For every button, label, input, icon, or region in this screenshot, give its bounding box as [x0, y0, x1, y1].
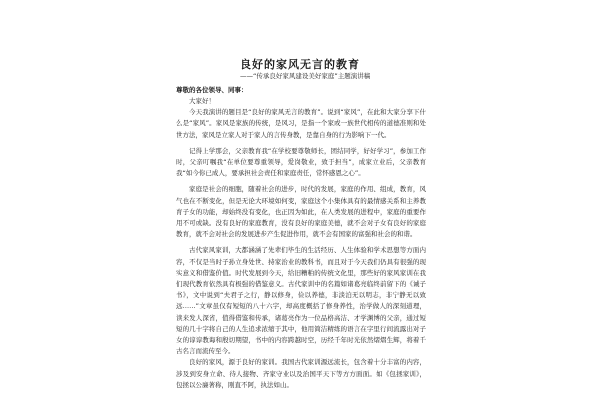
document-body: [176, 96, 426, 400]
paragraph-greeting: 大家好！: [189, 97, 215, 105]
document-title: 良好的家风无言的教育: [240, 58, 360, 71]
paragraph-tradition: 良好的家风，源于良好的家训。我国古代家训源远流长，包含着十分丰富的内容，涉及到安身立命、待人接物、齐家守业以及治国平天下等方方面面。如《包拯家训》，包拯以公廉著称，刚直不阿，执法如山。: [176, 358, 426, 389]
paragraph-father: 记得上学那会，父亲教育我“在学校要尊敬师长，团结同学，好好学习”，参加工作时，父亲叮嘱我“在单位要尊重领导，爱岗敬业，致于担当”，成家立业后，父亲教育我“如今你已成人，要承担社会责任和家庭责任，常怀感恩之心”。: [176, 146, 426, 178]
salutation: 尊敬的各位领导、同事：: [176, 86, 248, 94]
paragraph-ancient: 古代家风家训，大都涵涵了先辈们毕生的生活经历、人生体验和学术思想等方面内容，不仅是当时子孙立身处世、持家治业的教科书，而且对于今天我们仍具有很强的现实意义和借鉴价值。时代发展到今天，给旧糟粕的传统文化里，那些好的家风家训在我们现代教育依然具有极强的借鉴意义。古代家训中的名篇如诸葛亮临终前留下的《诫子书》，文中说到“夫君子之行，静以修身，俭以养德，非淡泊无以明志，非宁静无以致远……”文章虽仅有短短的八十六字，却高度概括了修身养性，治学做人的深刻道理，读来发人深省，值得借鉴和传承，诸葛亮作为一位品格高洁、才学渊博的父亲，通过短短的几十字将自己的人生追求浓缩于其中，他用简洁精练的语言在字里行间流露出对子女的谆谆教诲和殷切期望，书中的内容跨越时空，历经千年时光依然熠熠生辉，将着千古名言而流传至今。: [176, 246, 426, 356]
paragraph-intro: 今天我演讲的题目是“良好的家风无言的教育”。说到“家风”，在此和大家分享下什么是“家风”。家风是家族的传统，是风习，是指一个家或一族世代相传的道德准则和处世方法，家风是立家人对于家人的言传身教，是靠自身的行为影响下一代。: [176, 108, 426, 139]
document-subtitle: ——“传承良好家风建设美好家庭”主题演讲稿: [240, 72, 371, 80]
paragraph-family: 家庭是社会的细胞，随着社会的进步，时代的发展，家庭的作用、组成，教育，风气也在不断变化，但是无论大环境如何变，家庭这个小集体具有的最情感关系和主养教育子女的功能，却始终没有变化，也正因为如此，在人类发展的进程中，家庭的重要作用不可或缺。没有良好的家庭教育，没有良好的家庭美德，就不会对子女有良好的家庭教育，就不会对社会的发展进步产生促进作用，就不会有国家的富强和社会的和谐。: [176, 185, 426, 239]
